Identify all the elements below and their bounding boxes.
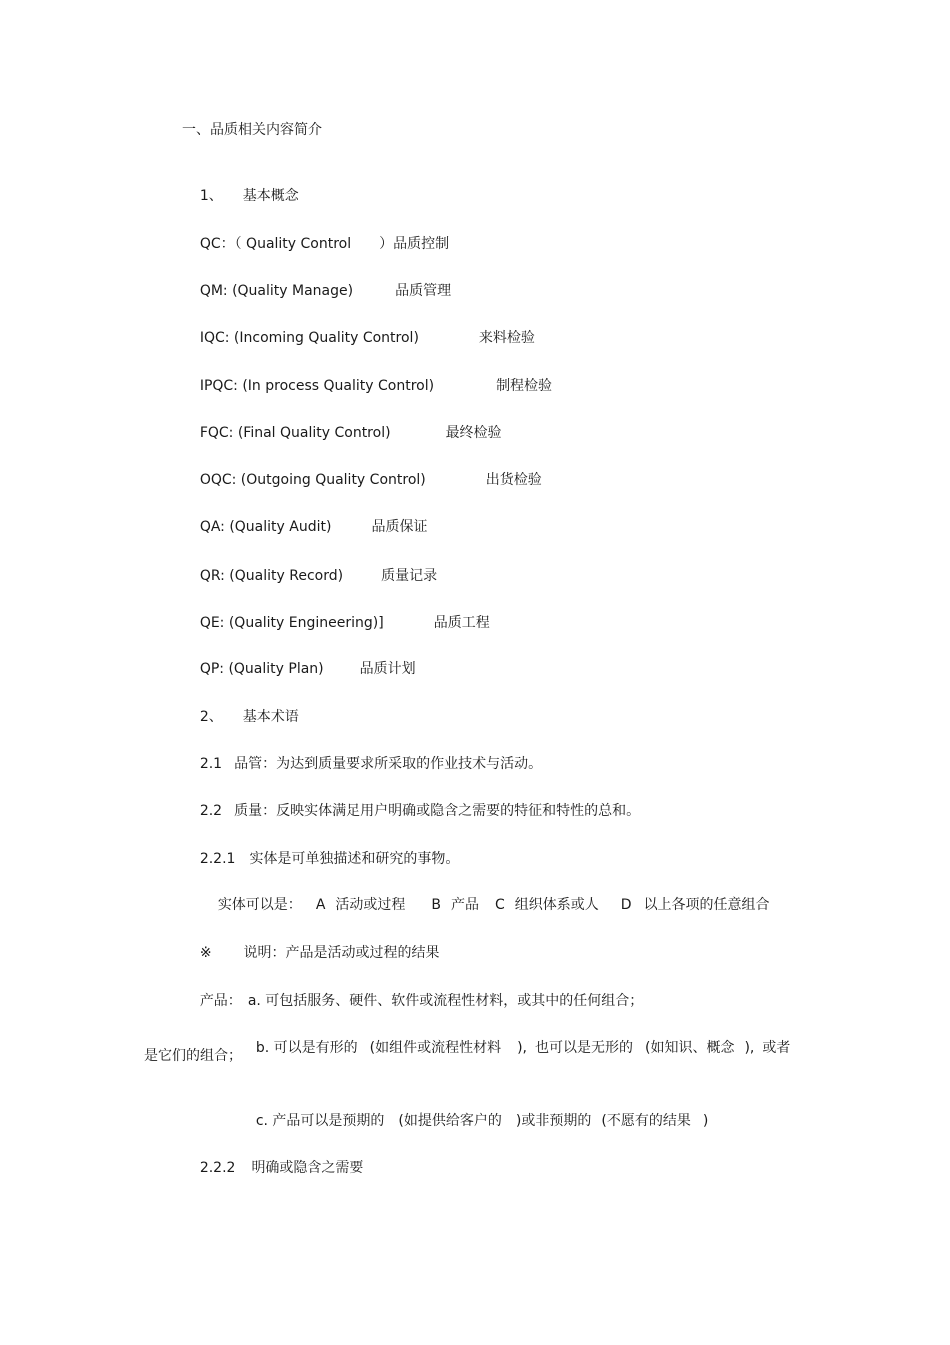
product-point-c-part1: c. 产品可以是预期的 (255, 1113, 385, 1129)
subsection-2-number: 2、 (199, 709, 223, 725)
subsection-1-number: 1、 (199, 188, 223, 204)
abbrev-term: OQC: (Outgoing Quality Control) (199, 472, 426, 488)
abbrev-term: QR: (Quality Record) (199, 568, 344, 584)
product-point-b-part4: 也可以是无形的 (535, 1040, 633, 1056)
definition-number: 2.2.2 (199, 1160, 236, 1176)
entity-option-b-key: B (431, 897, 441, 913)
abbrev-meaning: 品质管理 (395, 283, 452, 299)
note-line (182, 926, 440, 980)
product-point-b-part3: ), (517, 1040, 527, 1056)
definition-number: 2.2 (199, 803, 223, 819)
product-b-line (238, 1021, 790, 1075)
product-point-c-part4: (不愿有的结果 (601, 1113, 691, 1129)
abbrev-row-iqc (182, 311, 535, 365)
abbrev-row-ipqc (182, 359, 552, 413)
product-point-b-part7: 或者 (762, 1040, 791, 1056)
abbrev-term: QM: (Quality Manage) (199, 283, 354, 299)
abbrev-meaning: ）品质控制 (379, 236, 450, 252)
entity-lead: 实体可以是： (217, 897, 302, 913)
abbrev-meaning: 质量记录 (381, 568, 438, 584)
definition-text: 质量：反映实体满足用户明确或隐含之需要的特征和特性的总和。 (234, 803, 641, 819)
abbrev-row-qm (182, 264, 451, 318)
product-point-c-part5: ) (702, 1113, 709, 1129)
entity-option-a-key: A (315, 897, 326, 913)
abbrev-meaning: 最终检验 (445, 425, 502, 441)
entity-option-c-key: C (495, 897, 505, 913)
section-title: 一、品质相关内容简介 (182, 122, 322, 138)
product-b-continuation: 是它们的组合； (144, 1048, 242, 1064)
abbrev-term: FQC: (Final Quality Control) (199, 425, 391, 441)
abbrev-meaning: 品质工程 (433, 615, 490, 631)
definition-number: 2.1 (199, 756, 223, 772)
product-point-b-part5: (如知识、概念 (645, 1040, 735, 1056)
subsection-2-title: 基本术语 (242, 709, 299, 725)
product-point-b-part6: ), (744, 1040, 755, 1056)
product-point-c-part2: (如提供给客户的 (398, 1113, 502, 1129)
abbrev-row-oqc (182, 453, 542, 507)
entity-option-b-text: 产品 (451, 897, 479, 913)
subsection-2-heading (182, 690, 299, 744)
abbrev-term: QP: (Quality Plan) (199, 661, 324, 677)
product-lead: 产品： (199, 993, 242, 1009)
abbrev-term: QC：（ Quality Control (199, 236, 352, 252)
abbrev-term: IQC: (Incoming Quality Control) (199, 330, 419, 346)
abbrev-meaning: 来料检验 (478, 330, 535, 346)
abbrev-row-qr (182, 549, 437, 603)
entity-options (200, 878, 770, 932)
entity-option-a-text: 活动或过程 (335, 897, 406, 913)
subsection-1-title: 基本概念 (242, 188, 299, 204)
abbrev-row-qp (182, 642, 416, 696)
definition-number: 2.2.1 (199, 851, 236, 867)
subsection-1-heading (182, 169, 299, 223)
abbrev-row-fqc (182, 406, 502, 460)
definition-2-2 (182, 784, 640, 838)
abbrev-meaning: 品质保证 (371, 519, 428, 535)
abbrev-meaning: 出货检验 (485, 472, 542, 488)
abbrev-meaning: 制程检验 (496, 378, 553, 394)
entity-option-c-text: 组织体系或人 (514, 897, 599, 913)
note-text: 说明：产品是活动或过程的结果 (243, 945, 440, 961)
abbrev-term: IPQC: (In process Quality Control) (199, 378, 435, 394)
product-point-a: a. 可包括服务、硬件、软件或流程性材料，或其中的任何组合； (247, 993, 644, 1009)
abbrev-row-qc (182, 217, 449, 271)
product-point-b-part1: b. 可以是有形的 (255, 1040, 358, 1056)
abbrev-row-qa (182, 500, 427, 554)
entity-option-d-key: D (620, 897, 632, 913)
abbrev-term: QE: (Quality Engineering)] (199, 615, 384, 631)
product-c-line (238, 1094, 708, 1148)
abbrev-term: QA: (Quality Audit) (199, 519, 332, 535)
definition-text: 实体是可单独描述和研究的事物。 (249, 851, 460, 867)
abbrev-meaning: 品质计划 (359, 661, 416, 677)
note-mark: ※ (199, 945, 212, 961)
entity-option-d-text: 以上各项的任意组合 (643, 897, 770, 913)
definition-text: 明确或隐含之需要 (251, 1160, 364, 1176)
product-point-c-part3: )或非预期的 (515, 1113, 592, 1129)
product-point-b-part2: (如组件或流程性材料 (369, 1040, 502, 1056)
definition-text: 品管：为达到质量要求所采取的作业技术与活动。 (234, 756, 543, 772)
product-a-line (182, 974, 643, 1028)
definition-2-1 (182, 737, 542, 791)
definition-2-2-2 (182, 1141, 363, 1195)
